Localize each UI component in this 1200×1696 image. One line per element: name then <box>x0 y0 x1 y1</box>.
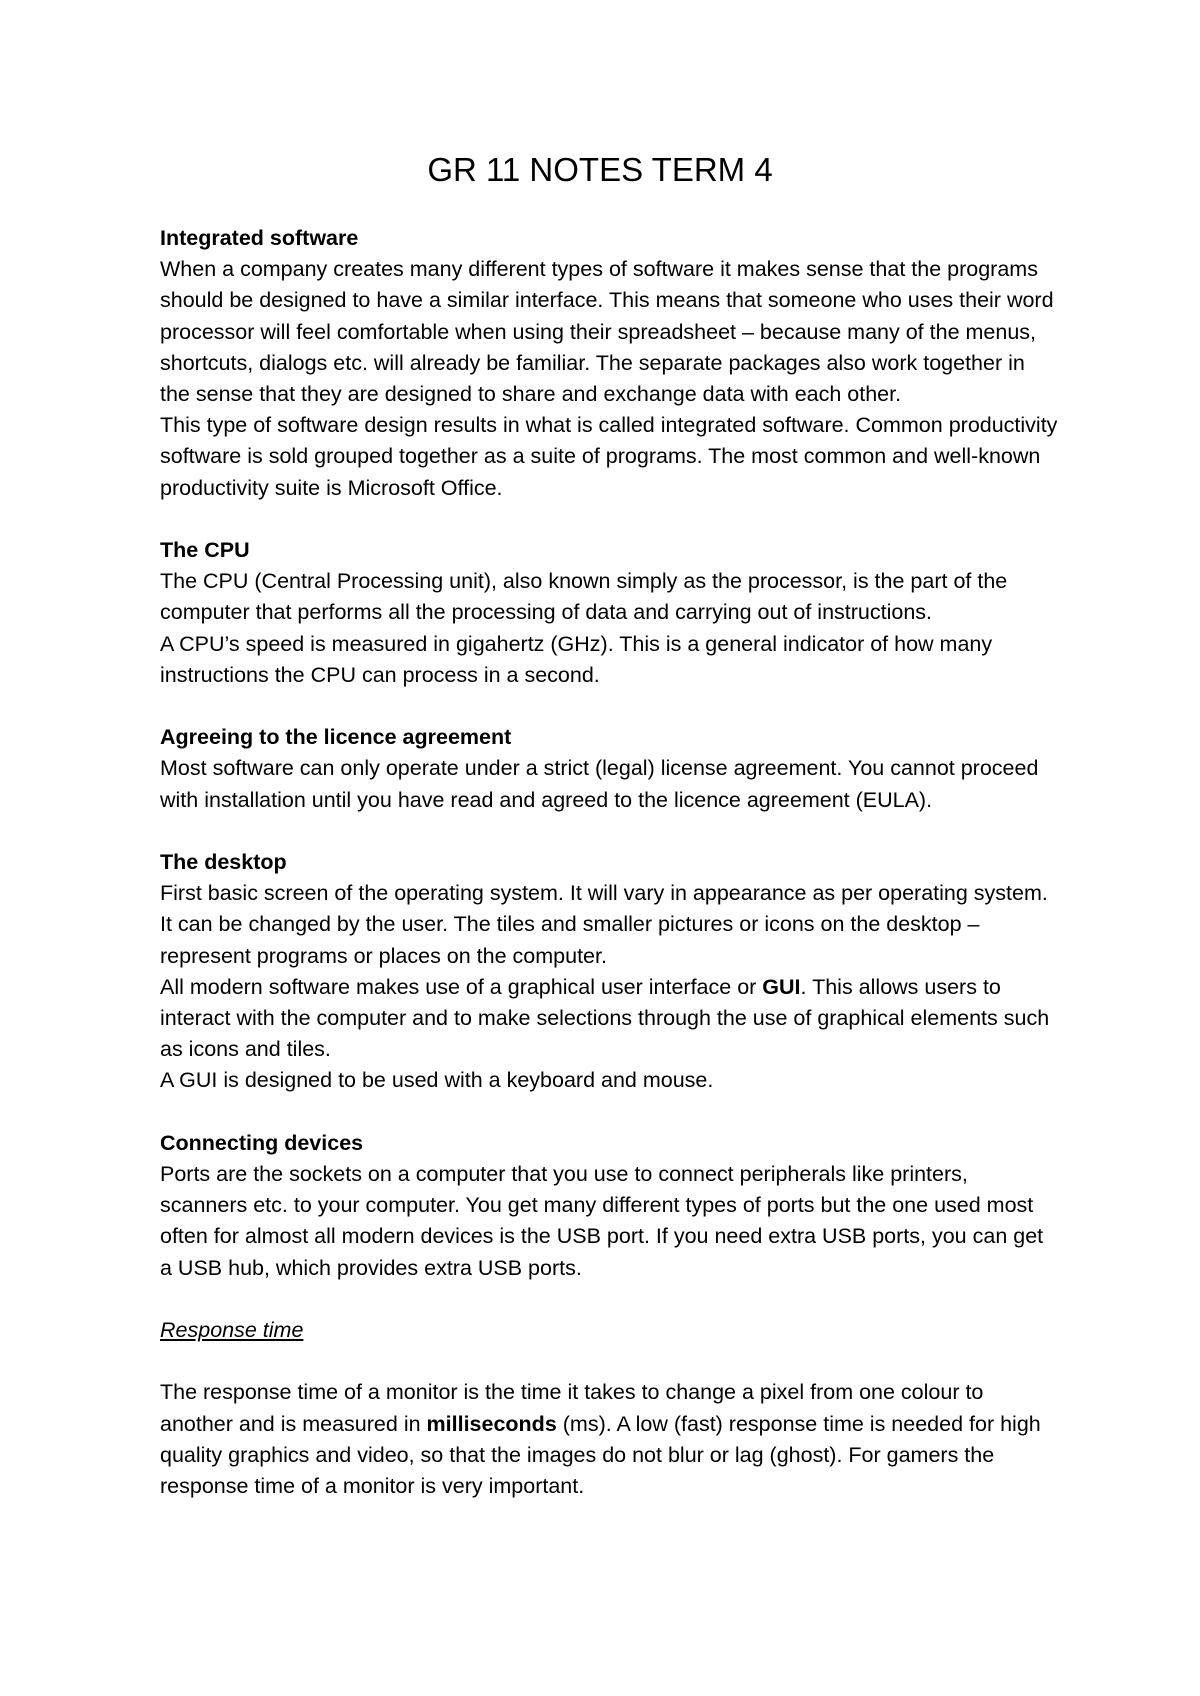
paragraph: A GUI is designed to be used with a keyboard and mouse. <box>160 1068 714 1093</box>
section-response-time <box>160 1315 1060 1502</box>
paragraph: First basic screen of the operating system. It will vary in appearance as per operating system. It can be changed by the user. The tiles and smaller pictures or icons on the desktop – represent programs or places on the computer. <box>160 881 1048 968</box>
paragraph: A CPU’s speed is measured in gigahertz (GHz). This is a general indicator of how many instructions the CPU can process in a second. <box>160 631 993 687</box>
gui-text-before: All modern software makes use of a graphical user interface or <box>160 974 763 999</box>
section-desktop <box>160 847 1060 1097</box>
gui-term: GUI <box>762 974 801 999</box>
section-heading: The desktop <box>160 850 287 875</box>
page-title: GR 11 NOTES TERM 4 <box>427 151 773 188</box>
section-licence-agreement <box>160 722 1060 816</box>
section-heading: The CPU <box>160 538 250 563</box>
paragraph: This type of software design results in what is called integrated software. Common productivity software is sold grouped together as a suite of programs. The most common and well-known productivity suite is Microsoft Office. <box>160 413 1058 500</box>
section-heading: Agreeing to the licence agreement <box>160 725 512 750</box>
gui-text-after: . This allows users to interact with the computer and to make selections through the use of graphical elements such as icons and tiles. <box>160 974 1050 1062</box>
paragraph: Ports are the sockets on a computer that you use to connect peripherals like printers, scanners etc. to your computer. You get many different types of ports but the one used most often for almost all modern devices is the USB port. If you need extra USB ports, you can get a USB hub, which provides extra USB ports. <box>160 1162 1044 1280</box>
response-paragraph <box>160 1377 1060 1502</box>
response-text-after: (ms). A low (fast) response time is needed for high quality graphics and video, so that the images do not blur or lag (ghost). For gamers the response time of a monitor is very important. <box>160 1411 1041 1499</box>
section-integrated-software <box>160 223 1060 504</box>
document-body <box>160 223 1060 1533</box>
paragraph: When a company creates many different types of software it makes sense that the programs should be designed to have a similar interface. This means that someone who uses their word processor will feel comfortable when using their spreadsheet – because many of the menus, shortcuts, dialogs etc. will already be familiar. The separate packages also work together in the sense that they are designed to share and exchange data with each other. <box>160 257 1054 407</box>
gui-paragraph <box>160 972 1060 1066</box>
paragraph: Most software can only operate under a strict (legal) license agreement. You cannot proceed with installation until you have read and agreed to the licence agreement (EULA). <box>160 756 1039 812</box>
section-heading: Response time <box>160 1318 304 1343</box>
paragraph: The CPU (Central Processing unit), also known simply as the processor, is the part of the computer that performs all the processing of data and carrying out of instructions. <box>160 569 1008 625</box>
response-text-before: The response time of a monitor is the time it takes to change a pixel from one colour to another and is measured in <box>160 1380 984 1436</box>
section-connecting-devices <box>160 1128 1060 1284</box>
milliseconds-term: milliseconds <box>426 1411 557 1436</box>
section-heading: Connecting devices <box>160 1130 364 1155</box>
section-cpu <box>160 535 1060 691</box>
section-heading: Integrated software <box>160 226 359 250</box>
